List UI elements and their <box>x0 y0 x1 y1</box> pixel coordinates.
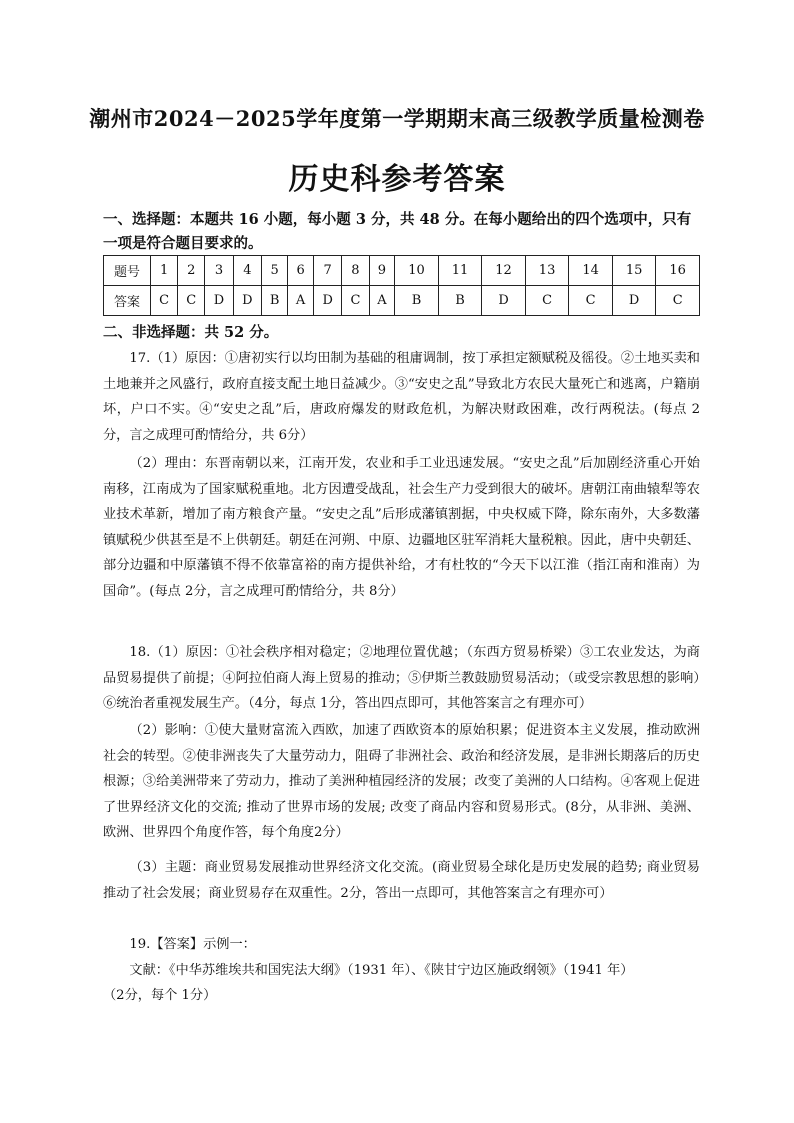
q19-score-note: （2分，每个 1分） <box>103 988 217 1003</box>
table-cell: 6 <box>288 256 314 286</box>
q18-part1-text: 18.（1）原因：①社会秩序相对稳定；②地理位置优越；（东西方贸易桥梁）③工农业发达，为商品贸易提供了前提；④阿拉伯商人海上贸易的推动；⑤伊斯兰教鼓励贸易活动；（或受宗教思想的影响）⑥统治者重视发展生产。（4分，每点 1分，答出四点即可，其他答案言之有理亦可） <box>103 645 700 711</box>
table-cell: 9 <box>369 256 395 286</box>
q18-part3 <box>103 855 700 906</box>
table-cell: D <box>482 286 526 316</box>
table-cell: 14 <box>569 256 613 286</box>
q18-part3-text: （3）主题：商业贸易发展推动世界经济文化交流。(商业贸易全球化是历史发展的趋势; 商业贸易推动了社会发展；商业贸易存在双重性。2分，答出一点即可，其他答案言之有理亦可） <box>103 860 700 901</box>
q18-part2-text: （2）影响：①使大量财富流入西欧，加速了西欧资本的原始积累；促进资本主义发展，推动欧洲社会的转型。②使非洲丧失了大量劳动力，阻碍了非洲社会、政治和经济发展，是非洲长期落后的历史根源；③给美洲带来了劳动力，推动了美洲种植园经济的发展；改变了美洲的人口结构。④客观上促进了世界经济文化的交流; 推动了世界市场的发展; 改变了商品内容和贸易形式。(8分，从非洲、美洲、欧洲、世界四个角度作答，每个角度2分） <box>103 723 700 840</box>
table-cell: B <box>438 286 482 316</box>
table-cell: 10 <box>395 256 439 286</box>
table-cell: D <box>313 286 341 316</box>
q17-part1 <box>103 346 700 448</box>
table-row-answers <box>104 286 700 316</box>
q17-part1-text: 17.（1）原因：①唐初实行以均田制为基础的租庸调制，按丁承担定额赋税及徭役。②土地买卖和土地兼并之风盛行，政府直接支配土地日益减少。③“安史之乱”导致北方农民大量死亡和逃离，户籍崩坏，户口不实。④“安史之乱”后，唐政府爆发的财政危机，为解决财政困难，改行两税法。(每点 2分，言之成理可酌情给分，共 6分） <box>103 351 700 443</box>
table-cell: B <box>395 286 439 316</box>
table-cell: C <box>569 286 613 316</box>
table-cell: D <box>205 286 233 316</box>
q19 <box>103 932 700 1009</box>
q19-heading: 19.【答案】示例一： <box>129 937 256 952</box>
table-header-cell: 题号 <box>104 256 151 286</box>
table-cell: D <box>233 286 261 316</box>
table-cell: A <box>369 286 395 316</box>
q18-part2 <box>103 718 700 846</box>
section1-heading: 一、选择题：本题共 16 小题，每小题 3 分，共 48 分。在每小题给出的四个选项中，只有一项是符合题目要求的。 <box>103 211 692 252</box>
q19-documents: 文献：《中华苏维埃共和国宪法大纲》（1931 年）、《陕甘宁边区施政纲领》（1941 年） <box>129 962 634 978</box>
q17-part2-text: （2）理由：东晋南朝以来，江南开发，农业和手工业迅速发展。“安史之乱”后加剧经济重心开始南移，江南成为了国家赋税重地。北方因遭受战乱，社会生产力受到很大的破坏。唐朝江南曲辕犁等农业技术革新，增加了南方粮食产量。“安史之乱”后形成藩镇割据，中央权威下降，除东南外，大多数藩镇赋税少供甚至是不上供朝廷。朝廷在河朔、中原、边疆地区驻军消耗大量税粮。因此，唐中央朝廷、部分边疆和中原藩镇不得不依靠富裕的南方提供补给，才有杜牧的“今天下以江淮（指江南和淮南）为国命”。(每点 2分，言之成理可酌情给分，共 8分） <box>103 456 700 599</box>
exam-title: 潮州市2024－2025学年度第一学期期末高三级教学质量检测卷 <box>89 106 705 131</box>
table-cell: 1 <box>151 256 178 286</box>
answer-table <box>103 255 700 316</box>
q18-part1 <box>103 640 700 717</box>
table-cell: 8 <box>342 256 369 286</box>
q17-part2 <box>103 451 700 604</box>
table-cell: D <box>612 286 656 316</box>
table-cell: C <box>342 286 369 316</box>
table-cell: 13 <box>525 256 569 286</box>
table-cell: 5 <box>262 256 288 286</box>
table-cell: 12 <box>482 256 526 286</box>
table-row-numbers <box>104 256 700 286</box>
table-cell: 15 <box>612 256 656 286</box>
table-cell: 16 <box>656 256 700 286</box>
table-cell: C <box>656 286 700 316</box>
table-cell: 2 <box>178 256 205 286</box>
table-cell: 7 <box>313 256 341 286</box>
table-cell: B <box>262 286 288 316</box>
table-cell: 11 <box>438 256 482 286</box>
table-cell: C <box>525 286 569 316</box>
table-cell: C <box>151 286 178 316</box>
page-title: 历史科参考答案 <box>288 162 506 197</box>
section2-heading: 二、非选择题：共 52 分。 <box>103 324 279 341</box>
table-header-cell: 答案 <box>104 286 151 316</box>
table-cell: 3 <box>205 256 233 286</box>
table-cell: A <box>288 286 314 316</box>
table-cell: C <box>178 286 205 316</box>
table-cell: 4 <box>233 256 261 286</box>
